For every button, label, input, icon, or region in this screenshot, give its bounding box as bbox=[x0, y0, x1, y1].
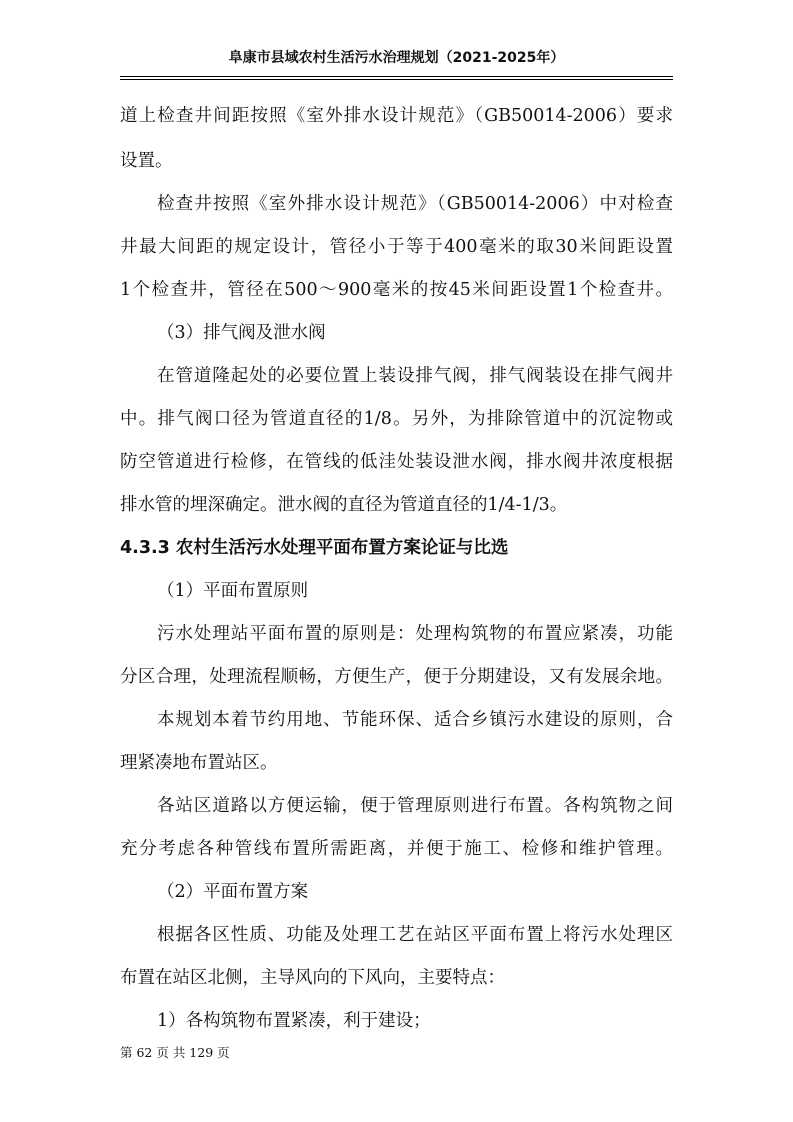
paragraph-line: 中。排气阀口径为管道直径的1/8。另外，为排除管道中的沉淀物或 bbox=[120, 409, 673, 429]
paragraph-line: 1）各构筑物布置紧凑，利于建设； bbox=[157, 1011, 431, 1031]
paragraph-line: 各站区道路以方便运输，便于管理原则进行布置。各构筑物之间 bbox=[157, 796, 673, 816]
paragraph-line: 本规划本着节约用地、节能环保、适合乡镇污水建设的原则，合 bbox=[157, 710, 673, 730]
paragraph-line: 井最大间距的规定设计，管径小于等于400毫米的取30米间距设置 bbox=[120, 237, 673, 257]
page-number: 第 62 页 共 129 页 bbox=[120, 1045, 230, 1060]
header-rule bbox=[120, 76, 673, 77]
subsection-heading: （3）排气阀及泄水阀 bbox=[157, 323, 326, 343]
paragraph-line: 1个检查井，管径在500～900毫米的按45米间距设置1个检查井。 bbox=[120, 280, 673, 300]
paragraph-line: 排水管的埋深确定。泄水阀的直径为管道直径的1/4-1/3。 bbox=[120, 495, 568, 515]
paragraph-line: 根据各区性质、功能及处理工艺在站区平面布置上将污水处理区 bbox=[157, 925, 673, 945]
subsection-heading: （1）平面布置原则 bbox=[157, 581, 309, 601]
paragraph-line: 检查井按照《室外排水设计规范》（GB50014-2006）中对检查 bbox=[157, 194, 673, 214]
paragraph-line: 理紧凑地布置站区。 bbox=[120, 753, 278, 773]
paragraph-line: 污水处理站平面布置的原则是：处理构筑物的布置应紧凑，功能 bbox=[157, 624, 673, 644]
paragraph-line: 防空管道进行检修，在管线的低洼处装设泄水阀，排水阀井浓度根据 bbox=[120, 452, 673, 472]
header-rule-thin bbox=[120, 79, 673, 80]
running-header: 阜康市县域农村生活污水治理规划（2021-2025年） bbox=[228, 50, 565, 66]
section-heading: 4.3.3 农村生活污水处理平面布置方案论证与比选 bbox=[120, 538, 509, 558]
paragraph-line: 分区合理，处理流程顺畅，方便生产，便于分期建设，又有发展余地。 bbox=[120, 667, 673, 687]
subsection-heading: （2）平面布置方案 bbox=[157, 882, 309, 902]
paragraph-line: 充分考虑各种管线布置所需距离，并便于施工、检修和维护管理。 bbox=[120, 839, 673, 859]
paragraph-line: 设置。 bbox=[120, 151, 173, 171]
paragraph-line: 道上检查井间距按照《室外排水设计规范》（GB50014-2006）要求 bbox=[120, 106, 673, 126]
paragraph-line: 在管道隆起处的必要位置上装设排气阀，排气阀装设在排气阀井 bbox=[157, 366, 673, 386]
paragraph-line: 布置在站区北侧，主导风向的下风向，主要特点： bbox=[120, 968, 505, 988]
